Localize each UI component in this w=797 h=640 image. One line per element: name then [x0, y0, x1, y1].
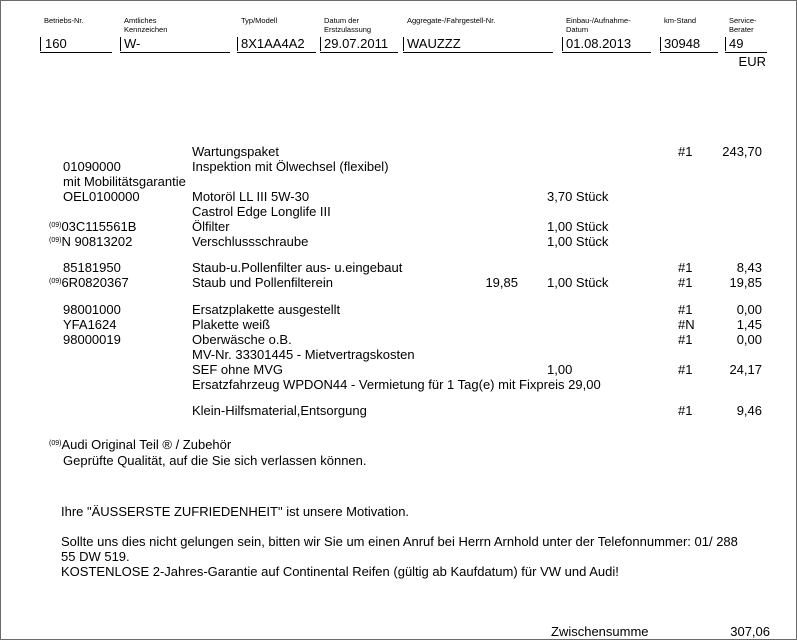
item-total: 9,46 — [736, 403, 762, 418]
label-datum-2: Erstzulassung — [324, 25, 372, 34]
item-code-text: 01090000 — [63, 159, 121, 174]
item-flag: #N — [678, 317, 695, 332]
footnote-line-1 — [49, 437, 231, 452]
item-code — [63, 174, 186, 189]
field-tick — [562, 37, 563, 51]
item-flag: #1 — [678, 275, 693, 290]
item-footnote-marker: (09) — [49, 237, 62, 244]
item-description: Staub und Pollenfilterein — [192, 275, 333, 290]
item-code-text: 85181950 — [63, 260, 121, 275]
item-code-text: 98000019 — [63, 332, 121, 347]
label-datum-1: Datum der — [324, 16, 360, 25]
item-flag: #1 — [678, 260, 693, 275]
item-code — [49, 275, 129, 290]
item-code-text: N 90813202 — [61, 234, 133, 249]
item-code — [63, 317, 117, 332]
label-typ: Typ/Modell — [241, 16, 278, 25]
field-underline — [403, 52, 553, 53]
item-total: 19,85 — [729, 275, 762, 290]
label-betriebs-nr: Betriebs-Nr. — [44, 16, 84, 25]
value-typ: 8X1AA4A2 — [241, 36, 305, 51]
item-description: Motoröl LL III 5W-30 — [192, 189, 310, 204]
item-description: SEF ohne MVG — [192, 362, 284, 377]
item-total: 0,00 — [736, 332, 762, 347]
field-underline — [725, 52, 767, 53]
label-kennzeichen-1: Amtliches — [124, 16, 157, 25]
item-total: 24,17 — [729, 362, 762, 377]
item-total: 1,45 — [736, 317, 762, 332]
item-total: 243,70 — [722, 144, 762, 159]
item-description: Staub-u.Pollenfilter aus- u.eingebaut — [192, 260, 403, 275]
item-code — [63, 260, 121, 275]
value-km: 30948 — [664, 36, 701, 51]
item-quantity: 3,70 Stück — [547, 189, 609, 204]
item-code-text: OEL0100000 — [63, 189, 140, 204]
value-aggregate: WAUZZZ — [407, 36, 461, 51]
item-description: Ersatzplakette ausgestellt — [192, 302, 341, 317]
field-tick — [120, 37, 121, 51]
footnote-line-2: Geprüfte Qualität, auf die Sie sich verlassen können. — [63, 453, 367, 468]
value-kennzeichen: W- — [124, 36, 141, 51]
field-underline — [120, 52, 230, 53]
item-description: Wartungspaket — [192, 144, 279, 159]
field-tick — [237, 37, 238, 51]
subtotal-value: 307,06 — [730, 624, 770, 639]
field-tick — [403, 37, 404, 51]
item-code — [63, 189, 140, 204]
item-total: 0,00 — [736, 302, 762, 317]
field-underline — [320, 52, 398, 53]
value-einbau: 01.08.2013 — [566, 36, 632, 51]
item-description: Inspektion mit Ölwechsel (flexibel) — [192, 159, 389, 174]
field-tick — [660, 37, 661, 51]
item-code — [49, 234, 132, 249]
field-tick — [40, 37, 41, 51]
item-footnote-marker: (09) — [49, 222, 62, 229]
contact-note-2: 55 DW 519. — [61, 549, 130, 564]
warranty-note: KOSTENLOSE 2-Jahres-Garantie auf Continental Reifen (gültig ab Kaufdatum) für VW und Audi! — [61, 564, 619, 579]
value-datum: 29.07.2011 — [324, 36, 389, 51]
subtotal-label: Zwischensumme — [551, 624, 649, 639]
item-code-text: mit Mobilitätsgarantie — [63, 174, 186, 189]
item-unit-price: 19,85 — [485, 275, 518, 290]
item-description: Ersatzfahrzeug WPDON44 - Vermietung für 1 Tag(e) mit Fixpreis 29,00 — [192, 377, 601, 392]
item-flag: #1 — [678, 144, 693, 159]
item-code — [49, 219, 136, 234]
item-description: Klein-Hilfsmaterial,Entsorgung — [192, 403, 367, 418]
contact-note-1: Sollte uns dies nicht gelungen sein, bitten wir Sie um einen Anruf bei Herrn Arnhold unter der Telefonnummer: 01/ 288 — [61, 534, 738, 549]
item-quantity: 1,00 Stück — [547, 219, 609, 234]
item-code-text: YFA1624 — [63, 317, 117, 332]
item-description: Verschlussschraube — [192, 234, 309, 249]
footnote-text: Audi Original Teil ® / Zubehör — [61, 437, 232, 452]
item-code — [63, 302, 121, 317]
field-tick — [725, 37, 726, 51]
item-flag: #1 — [678, 302, 693, 317]
item-description: MV-Nr. 33301445 - Mietvertragskosten — [192, 347, 415, 362]
field-underline — [237, 52, 316, 53]
footnote-marker: (09) — [49, 440, 62, 447]
item-footnote-marker: (09) — [49, 278, 62, 285]
item-flag: #1 — [678, 403, 693, 418]
label-kennzeichen-2: Kennzeichen — [124, 25, 168, 34]
field-underline — [562, 52, 651, 53]
item-code — [63, 332, 121, 347]
value-service: 49 — [729, 36, 744, 51]
field-underline — [40, 52, 112, 53]
value-betriebs-nr: 160 — [45, 36, 67, 51]
label-service-2: Berater — [729, 25, 754, 34]
item-description: Ölfilter — [192, 219, 230, 234]
item-code — [63, 159, 121, 174]
item-code-text: 6R0820367 — [61, 275, 129, 290]
item-code-text: 03C115561B — [61, 219, 137, 234]
label-einbau-2: Datum — [566, 25, 589, 34]
item-quantity: 1,00 Stück — [547, 275, 609, 290]
label-einbau-1: Einbau-/Aufnahme- — [566, 16, 631, 25]
label-service-1: Service- — [729, 16, 757, 25]
item-quantity: 1,00 Stück — [547, 234, 609, 249]
item-description: Oberwäsche o.B. — [192, 332, 292, 347]
field-underline — [660, 52, 718, 53]
item-flag: #1 — [678, 362, 693, 377]
item-quantity: 1,00 — [547, 362, 573, 377]
motivation-note: Ihre "ÄUSSERSTE ZUFRIEDENHEIT" ist unsere Motivation. — [61, 504, 410, 519]
item-code-text: 98001000 — [63, 302, 121, 317]
field-tick — [320, 37, 321, 51]
item-description: Castrol Edge Longlife III — [192, 204, 331, 219]
label-km: km-Stand — [664, 16, 697, 25]
item-description: Plakette weiß — [192, 317, 271, 332]
label-aggregate: Aggregate-/Fahrgestell-Nr. — [407, 16, 496, 25]
item-flag: #1 — [678, 332, 693, 347]
currency-label: EUR — [738, 54, 766, 69]
item-total: 8,43 — [736, 260, 762, 275]
